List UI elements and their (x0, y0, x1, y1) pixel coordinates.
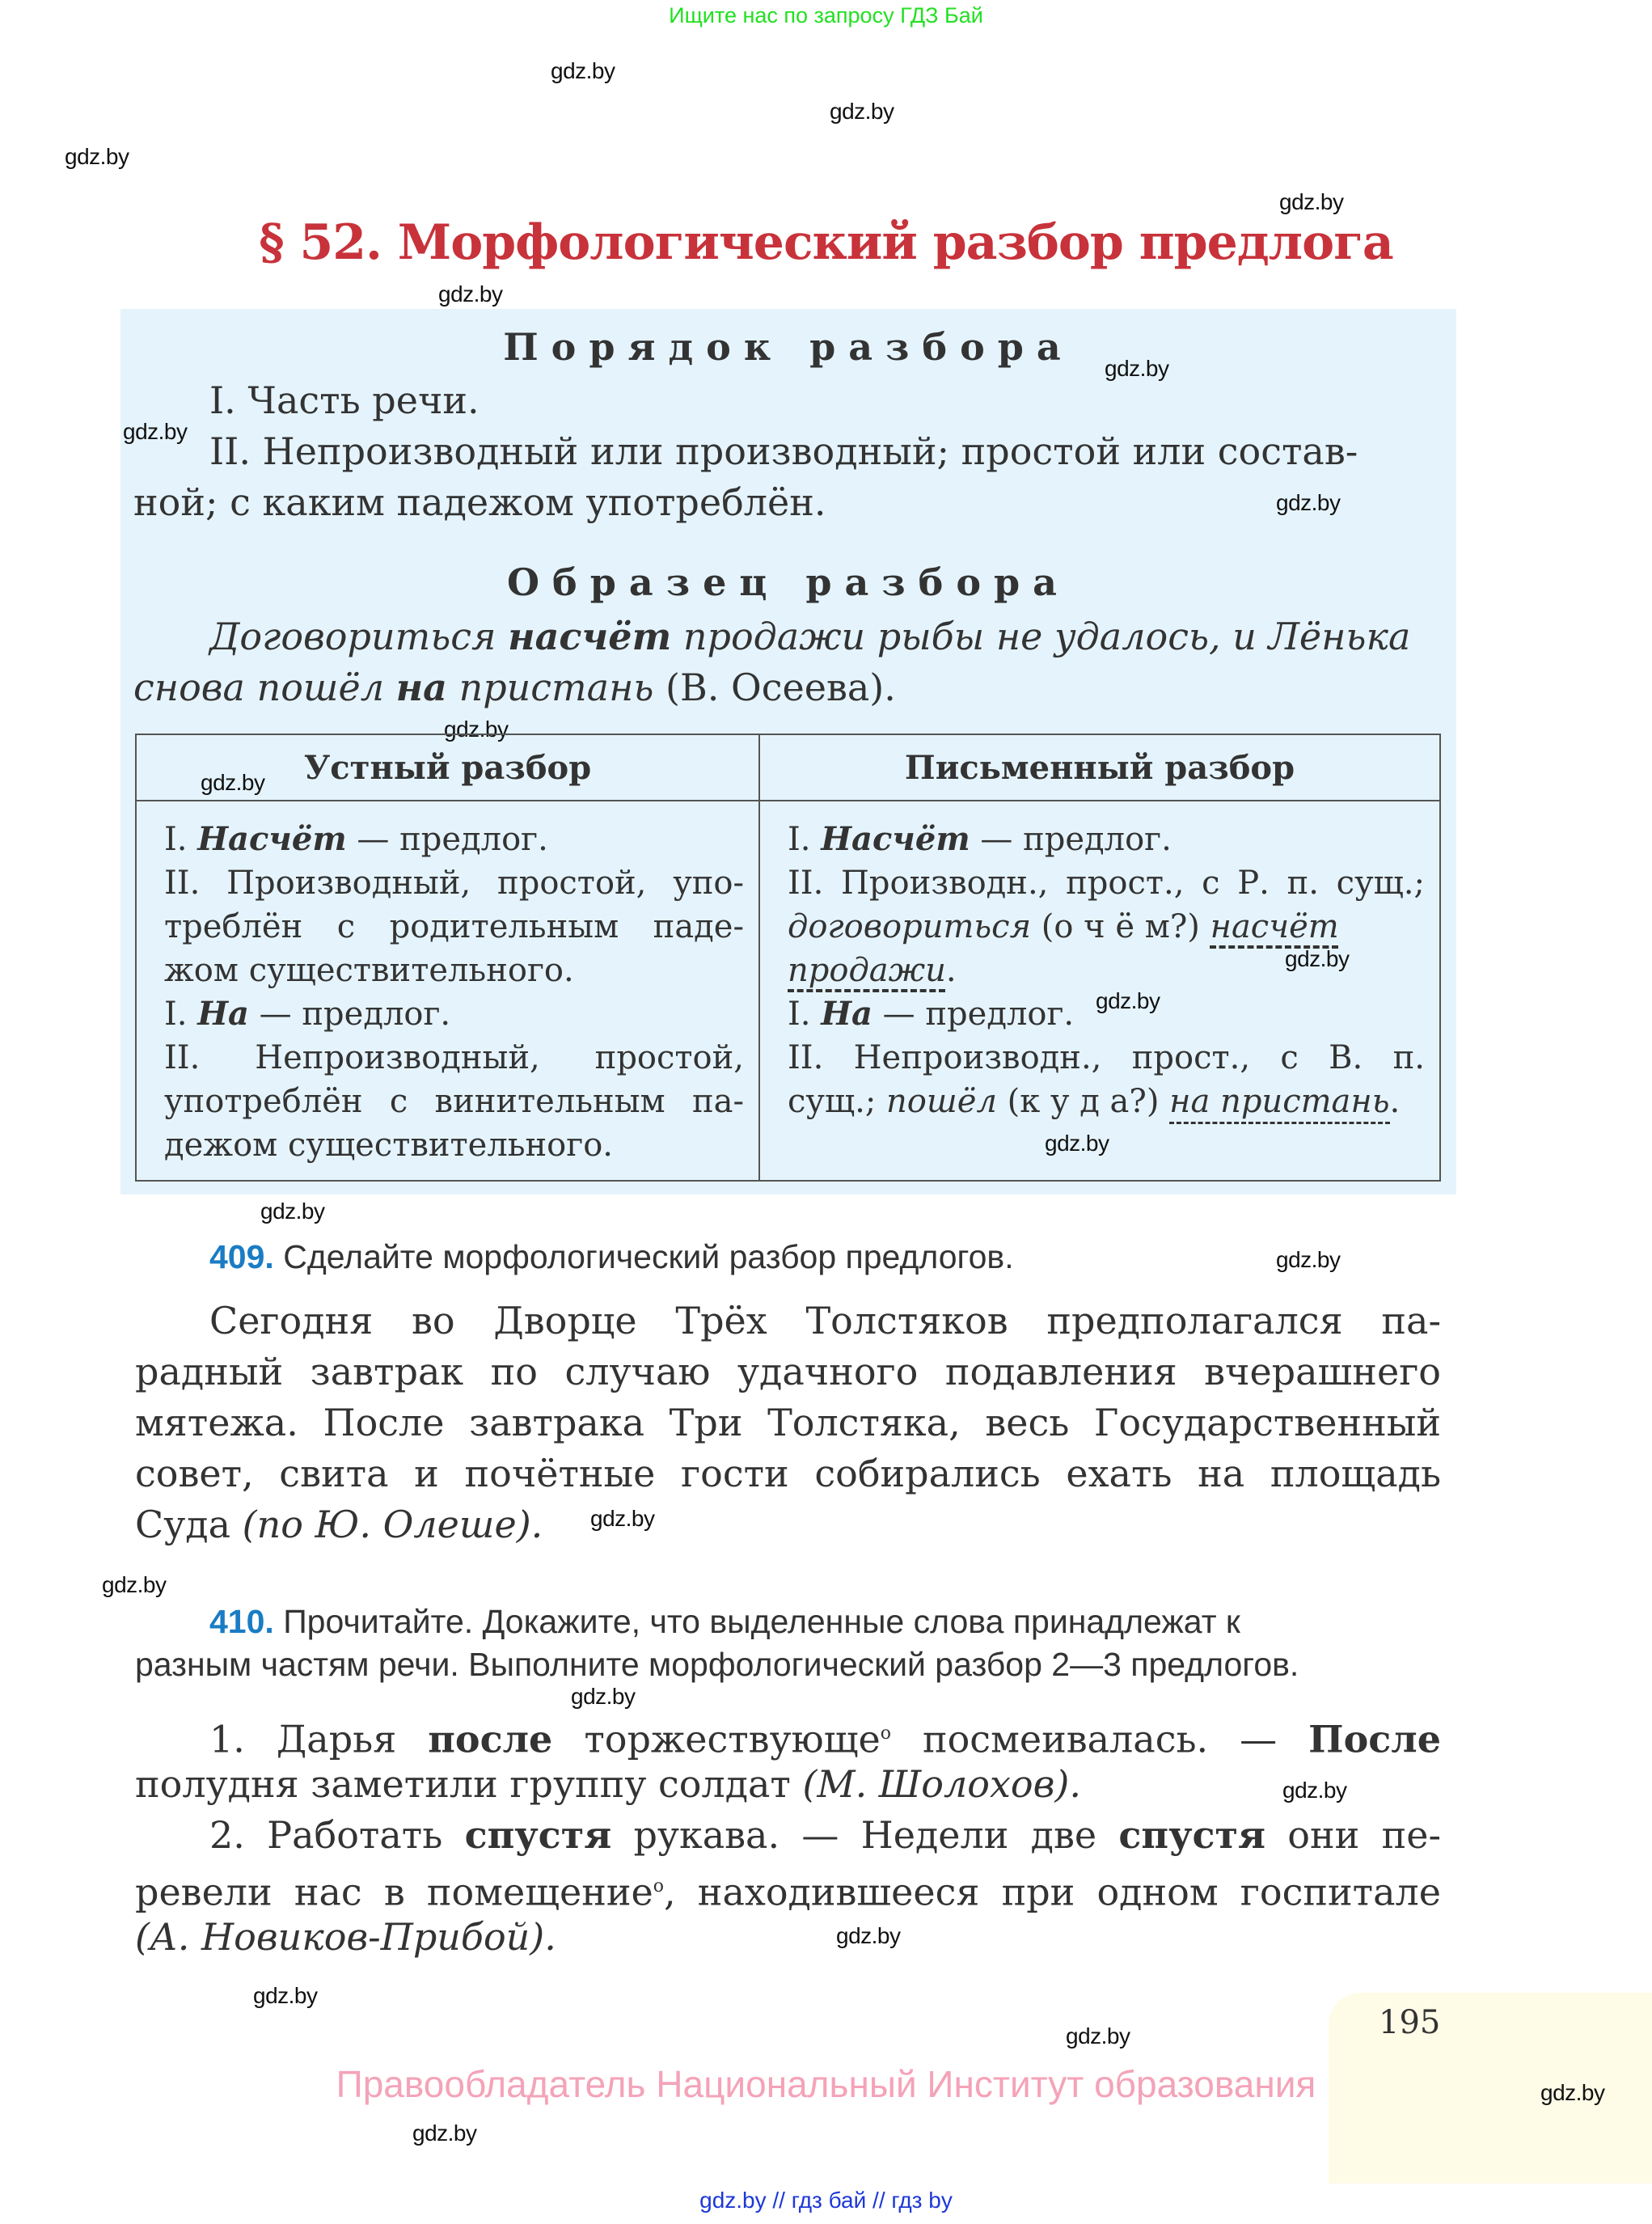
watermark: gdz.by (412, 2120, 477, 2146)
watermark: gdz.by (1279, 189, 1344, 214)
section-title: § 52. Морфологический разбор предлога (259, 214, 1393, 271)
watermark: gdz.by (1285, 946, 1350, 971)
watermark: gdz.by (1540, 2080, 1605, 2105)
oral-parsing: I. Насчёт — предлог. II. Производный, простой, упо- треблён с родительным паде- жом существительного. I. На — предлог. II. Непроизводный, простой, употреблён с винительным па- дежом существительного. (136, 801, 759, 1181)
copyright-notice: Правообладатель Национальный Институт образования (336, 2063, 1316, 2105)
watermark: gdz.by (438, 281, 503, 307)
sample-sentence-line-2: снова пошёл на пристань (В. Осеева). (133, 666, 896, 709)
header-written: Письменный разбор (759, 734, 1440, 801)
watermark: gdz.by (1096, 988, 1160, 1013)
watermark: gdz.by (590, 1506, 655, 1531)
order-line-3: ной; с каким падежом употреблён. (133, 480, 826, 524)
task-409-text-line-2: радный завтрак по случаю удачного подавления вчерашнего (135, 1350, 1441, 1393)
watermark: gdz.by (102, 1572, 167, 1597)
task-410-item-1-line-1: 1. Дарья после торжествующе$^о$ посмеивалась. — После (209, 1717, 1442, 1761)
watermark: gdz.by (1282, 1778, 1347, 1803)
watermark: gdz.by (123, 419, 188, 444)
sample-sentence-line-1: Договориться насчёт продажи рыбы не удалось, и Лёнька (209, 615, 1411, 658)
task-409-source: (по Ю. Олеше). (242, 1503, 543, 1546)
order-line-1: I. Часть речи. (209, 378, 480, 422)
task-410-item-2-line-1: 2. Работать спустя рукава. — Недели две спустя они пе- (209, 1813, 1441, 1857)
task-409-text-line-1: Сегодня во Дворце Трёх Толстяков предполагался па- (209, 1299, 1441, 1342)
item-1-source: (М. Шолохов). (802, 1762, 1081, 1806)
watermark: gdz.by (551, 58, 615, 83)
task-410-instruction-line-1: 410. Прочитайте. Докажите, что выделенные слова принадлежат к (209, 1603, 1240, 1640)
watermark: gdz.by (253, 1983, 318, 2008)
watermark: gdz.by (836, 1923, 901, 1948)
watermark: gdz.by (1105, 356, 1169, 381)
task-410-instruction-line-2: разным частям речи. Выполните морфологический разбор 2—3 предлогов. (135, 1646, 1299, 1683)
task-409-instruction: 409. Сделайте морфологический разбор предлогов. (209, 1238, 1014, 1275)
watermark: gdz.by (1276, 1247, 1341, 1272)
order-line-2: II. Непроизводный или производный; простой или состав- (209, 429, 1358, 473)
order-heading: Порядок разбора (503, 325, 1074, 369)
page-number: 195 (1379, 2004, 1441, 2041)
item-2-source: (А. Новиков-Прибой). (135, 1915, 556, 1959)
watermark: gdz.by (260, 1199, 325, 1224)
header-oral: Устный разбор (136, 734, 759, 801)
watermark: gdz.by (444, 717, 509, 742)
watermark: gdz.by (201, 770, 265, 795)
task-409-number: 409. (209, 1238, 274, 1275)
top-search-note: Ищите нас по запросу ГДЗ Бай (669, 3, 983, 27)
written-parsing: I. Насчёт — предлог. II. Производн., прост., с Р. п. сущ.; договориться (о ч ё м?) насчёт продажи. I. На — предлог. II. Непроизводн., прост., с В. п. сущ.; пошёл (к у д а?) на пристань. (759, 801, 1440, 1181)
watermark: gdz.by (571, 1684, 636, 1709)
task-410-item-1-line-2: полудня заметили группу солдат (М. Шолохов). (135, 1762, 1081, 1806)
watermark: gdz.by (1045, 1131, 1109, 1156)
parsing-table (135, 734, 1441, 1182)
task-409-text-line-5: Суда (по Ю. Олеше). (135, 1503, 543, 1546)
watermark: gdz.by (830, 99, 894, 124)
footer-links[interactable]: gdz.by // гдз бай // гдз by (699, 2188, 953, 2213)
task-409-text-line-3: мятежа. После завтрака Три Толстяка, весь Государственный (135, 1401, 1441, 1444)
watermark: gdz.by (1276, 490, 1341, 515)
watermark: gdz.by (65, 144, 129, 169)
task-410-number: 410. (209, 1603, 274, 1640)
sample-heading: Образец разбора (506, 560, 1070, 604)
task-410-item-2-line-2: ревели нас в помещение$^о$, находившееся при одном госпитале (135, 1870, 1441, 1914)
watermark: gdz.by (1066, 2023, 1130, 2049)
task-409-text-line-4: совет, свита и почётные гости собирались ехать на площадь (135, 1452, 1441, 1495)
task-410-item-2-line-3 (135, 1912, 556, 1963)
